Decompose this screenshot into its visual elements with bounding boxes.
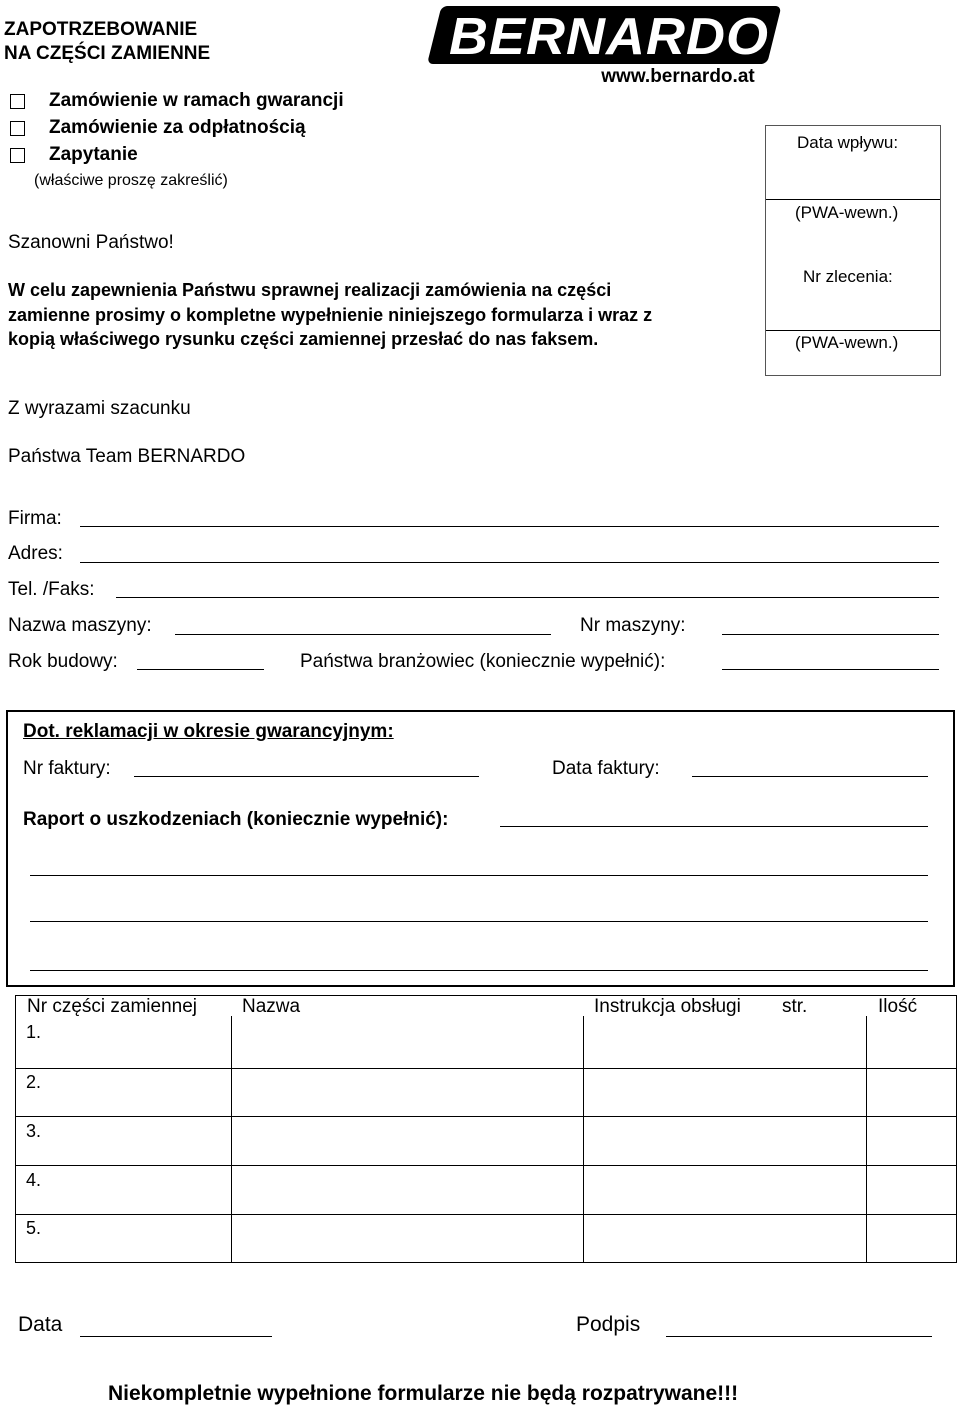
damage-report-line[interactable] [30, 970, 928, 971]
damage-report-line[interactable] [30, 921, 928, 922]
order-number-label: Nr zlecenia: [803, 267, 893, 286]
row-divider [16, 1068, 956, 1069]
invoice-date-label: Data faktury: [552, 758, 660, 779]
column-divider [583, 1016, 584, 1262]
table-row-number: 5. [26, 1218, 42, 1238]
machine-name-label: Nazwa maszyny: [8, 615, 152, 636]
divider [766, 199, 940, 200]
damage-report-line[interactable] [30, 875, 928, 876]
row-divider [16, 1116, 956, 1117]
damage-report-field[interactable] [500, 826, 928, 827]
damage-report-label: Raport o uszkodzeniach (koniecznie wypełnić): [23, 809, 449, 830]
signature-label: Podpis [576, 1313, 641, 1336]
invoice-number-field[interactable] [134, 776, 479, 777]
greeting: Szanowni Państwo! [8, 232, 174, 253]
table-row-number: 1. [26, 1022, 42, 1042]
option-warranty[interactable] [10, 90, 344, 112]
option-warranty-label: Zamówienie w ramach gwarancji [49, 90, 344, 111]
regards: Z wyrazami szacunku [8, 398, 191, 419]
column-header-quantity: Ilość [878, 996, 918, 1017]
row-divider [16, 1214, 956, 1215]
column-header-manual: Instrukcja obsługi [594, 996, 741, 1017]
claim-heading: Dot. reklamacji w okresie gwarancyjnym: [23, 721, 394, 742]
dealer-label: Państwa branżowiec (koniecznie wypełnić): [300, 651, 666, 672]
checkbox-icon[interactable] [10, 121, 25, 136]
option-inquiry[interactable] [10, 144, 138, 166]
form-title-line1: ZAPOTRZEBOWANIE [4, 19, 198, 40]
address-field[interactable] [80, 562, 939, 563]
form-title-line2: NA CZĘŚCI ZAMIENNE [4, 43, 211, 64]
signature-field[interactable] [666, 1336, 932, 1337]
machine-name-field[interactable] [175, 634, 551, 635]
phone-fax-field[interactable] [116, 597, 939, 598]
logo-wordmark: BERNARDO [449, 8, 769, 66]
received-date-label: Data wpływu: [797, 133, 899, 152]
column-header-part-number: Nr części zamiennej [27, 996, 197, 1017]
bernardo-logo [424, 4, 788, 86]
table-row-number: 2. [26, 1072, 42, 1092]
machine-number-label: Nr maszyny: [580, 615, 686, 636]
table-row-number: 4. [26, 1170, 42, 1190]
form-title [4, 18, 210, 66]
date-label: Data [18, 1313, 63, 1336]
build-year-label: Rok budowy: [8, 651, 118, 672]
divider [766, 330, 940, 331]
options-note: (właściwe proszę zakreślić) [34, 172, 228, 189]
machine-number-field[interactable] [722, 634, 939, 635]
logo-url: www.bernardo.at [601, 66, 755, 86]
table-row-number: 3. [26, 1121, 42, 1141]
option-paid-label: Zamówienie za odpłatnością [49, 117, 306, 138]
order-internal-label: (PWA-wewn.) [795, 333, 899, 352]
column-header-page: str. [782, 996, 808, 1017]
option-inquiry-label: Zapytanie [49, 144, 138, 165]
column-divider [866, 1016, 867, 1262]
column-header-name: Nazwa [242, 996, 301, 1017]
team-signature: Państwa Team BERNARDO [8, 446, 246, 467]
invoice-date-field[interactable] [692, 776, 928, 777]
phone-fax-label: Tel. /Faks: [8, 579, 95, 600]
intro-paragraph: W celu zapewnienia Państwu sprawnej realizacji zamówienia na części zamienne prosimy o kompletne wypełnienie niniejszego formularza i wraz z kopią właściwego rysunku części zamiennej przesłać do nas faksem. [8, 280, 653, 349]
warranty-claim-box [6, 710, 955, 987]
received-internal-label: (PWA-wewn.) [795, 203, 899, 222]
checkbox-icon[interactable] [10, 94, 25, 109]
parts-table [15, 995, 957, 1263]
build-year-field[interactable] [137, 669, 264, 670]
company-label: Firma: [8, 508, 62, 529]
row-divider [16, 1165, 956, 1166]
option-paid[interactable] [10, 117, 306, 139]
internal-info-box [765, 125, 941, 376]
footer-warning: Niekompletnie wypełnione formularze nie będą rozpatrywane!!! [108, 1382, 739, 1405]
address-label: Adres: [8, 543, 63, 564]
column-divider [231, 1016, 232, 1262]
date-field[interactable] [80, 1336, 272, 1337]
company-field[interactable] [80, 526, 939, 527]
dealer-field[interactable] [722, 669, 939, 670]
invoice-number-label: Nr faktury: [23, 758, 111, 779]
checkbox-icon[interactable] [10, 148, 25, 163]
